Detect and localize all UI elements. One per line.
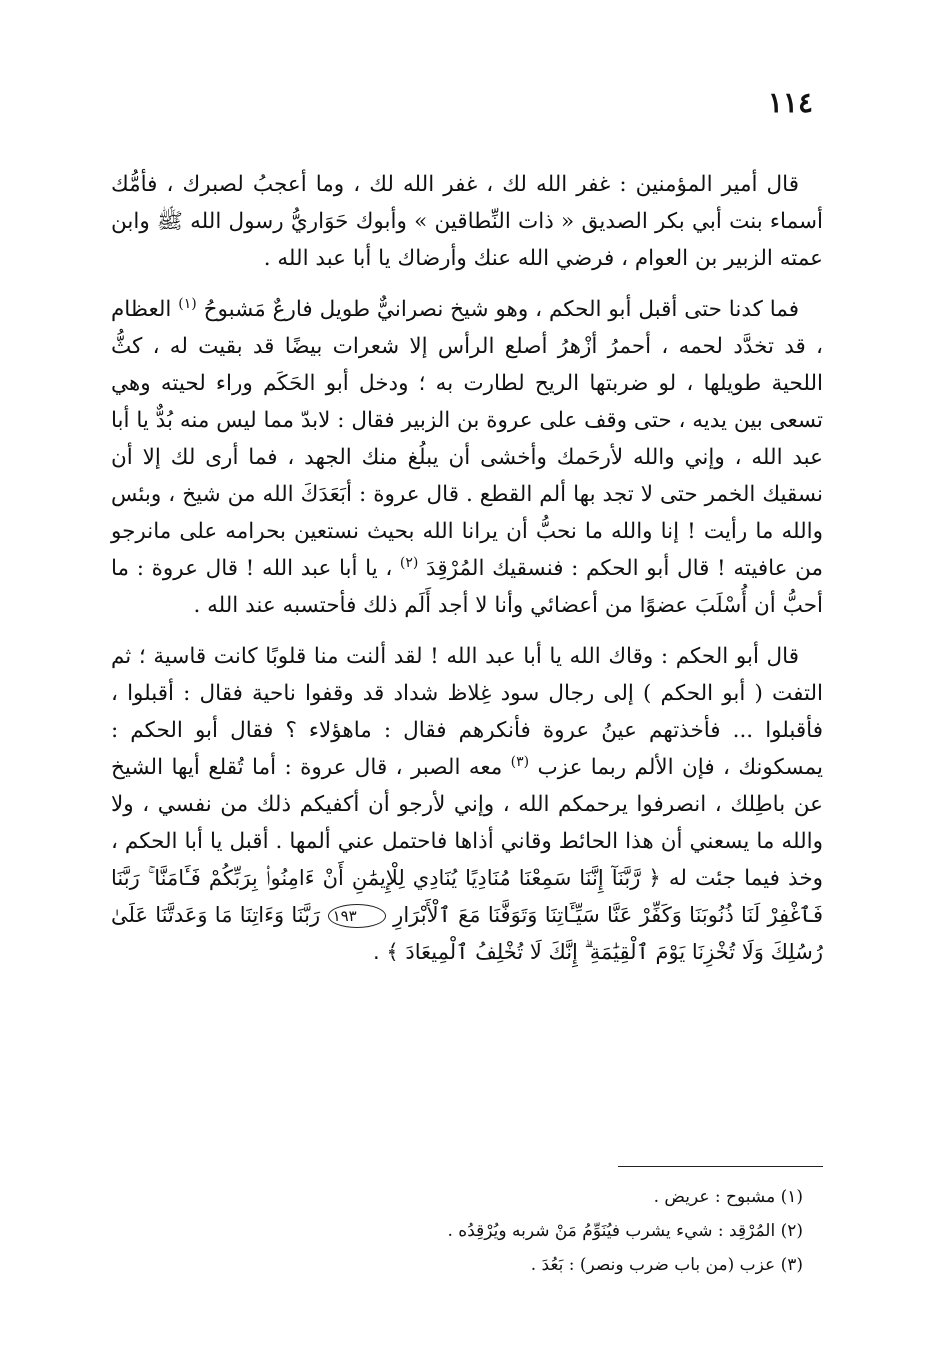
footnotes (113, 1180, 803, 1282)
page-number: ١١٤ (767, 86, 813, 119)
footnote-2: (٢) المُرْقِد : شيء يشرب فيُنَوِّمُ مَنْ شربه ويُرْقِدُه . (447, 1221, 803, 1241)
paragraph-1: قال أمير المؤمنين : غفر الله لك ، غفر الله لك ، وما أعجبُ لصبرك ، فأمُّك أسماء بنت أبي بكر الصديق « ذات النِّطاقين » وأبوك حَوَاريُّ رسول الله ﷺ وابن عمته الزبير بن العوام ، فرضي الله عنك وأرضاك يا أبا عبد الله . (111, 172, 823, 271)
footnote-divider (618, 1166, 823, 1167)
footnote-ref-2: (٢) (399, 554, 419, 571)
paragraph-2-part-b: العظام ، قد تخدَّد لحمه ، أحمرُ أزْهرُ أصلع الرأس إلا شعرات بيضًا قد بقيت له ، كثُّ اللحية طويلها ، لو ضربتها الريح لطارت به ؛ ودخل أبو الحَكَم وراء لحيته وهي تسعى بين يديه ، حتى وقف على عروة بن الزبير فقال : لابدّ مما ليس منه بُدٌّ يا أبا عبد الله ، وإني والله لأرحَمك وأخشى أن يبلُغ منك الجهد ، فما أرى لك إلا أن نسقيك الخمر حتى لا تجد بها ألم القطع . قال عروة : أبَعَدَكَ الله من شيخ ، وبئس والله ما رأيت ! إنا والله ما نحبُّ أن يرانا الله بحيث نستعين بحرامه على مانرجو من عافيته ! قال أبو الحكم : فنسقيك المُرْقِدَ (111, 297, 824, 581)
paragraph-3-part-b: معه الصبر ، قال عروة : أما تُقلع أيها الشيخ عن باطِلك ، انصرفوا يرحمكم الله ، وإني لأرجو أن أكفيكم ذلك من نفسي ، ولا والله ما يسعني أن هذا الحائط وقاني أذاها فاحتمل عني ألمها . أقبل يا أبا الحكم ، وخذ فيما جئت له (111, 755, 823, 891)
paragraph-3 (111, 638, 823, 971)
quran-verse-part-1: ﴿ رَّبَّنَآ إِنَّنَا سَمِعْنَا مُنَادِيًا يُنَادِي لِلْإِيمَٰنِ أَنْ ءَامِنُوا۟ بِرَبِّكُمْ فَـَٔامَنَّا ۚ رَبَّنَا فَٱغْفِرْ لَنَا ذُنُوبَنَا وَكَفِّرْ عَنَّا سَيِّـَٔاتِنَا وَتَوَفَّنَا مَعَ ٱلْأَبْرَارِ (111, 866, 823, 927)
paragraph-2 (111, 291, 823, 624)
footnote-1: (١) مشبوح : عريض . (653, 1187, 803, 1207)
paragraph-2-part-a: فما كدنا حتى أقبل أبو الحكم ، وهو شيخ نصرانيٌّ طويل فارعٌ مَشبوحُ (203, 297, 799, 322)
paragraph-3-part-a: قال أبو الحكم : وقاك الله يا أبا عبد الله ! لقد ألنت منا قلوبًا كانت قاسية ؛ ثم التفت ( أبو الحكم ) إلى رجال سود غِلاظ شداد قد وقفوا ناحية فقال : أقبلوا ، فأقبلوا ... فأخذتهم عينُ عروة فأنكرهم فقال : ماهؤلاء ؟ فقال أبو الحكم : يمسكونك ، فإن الألم ربما عزب (111, 644, 823, 780)
footnote-3: (٣) عزب (من باب ضرب ونصر) : بَعُدَ . (530, 1255, 803, 1275)
quran-verse-part-2: رَبَّنَا وَءَاتِنَا مَا وَعَدتَّنَا عَلَىٰ رُسُلِكَ وَلَا تُخْزِنَا يَوْمَ ٱلْقِيَٰمَةِ ۗ إِنَّكَ لَا تُخْلِفُ ٱلْمِيعَادَ ﴾ . (111, 903, 823, 964)
main-text (111, 166, 823, 971)
paragraph-2-part-c: ، يا أبا عبد الله ! قال عروة : ما أحبُّ أن أُسْلَبَ عضوًا من أعضائي وأنا لا أجد أَلَم ذلك فأحتسبه عند الله . (111, 556, 823, 618)
footnote-ref-3: (٣) (510, 753, 530, 770)
ayah-number-badge: ١٩٣ (328, 904, 386, 928)
footnote-ref-1: (١) (178, 295, 197, 312)
